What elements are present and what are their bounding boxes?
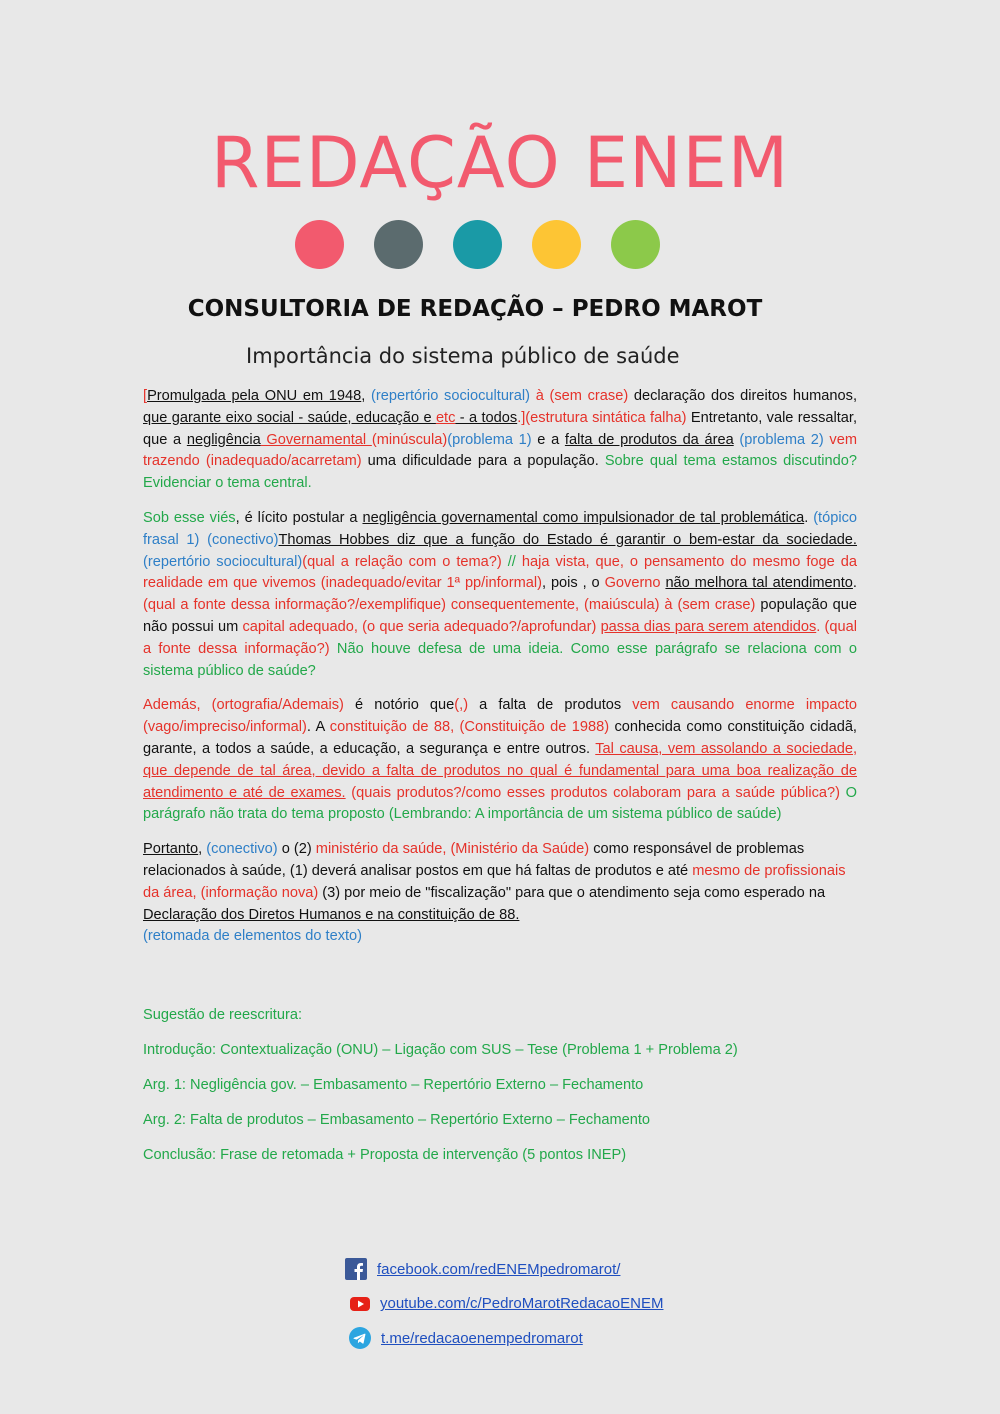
text-segment: (problema 2)	[733, 431, 824, 448]
text-segment: , é lícito postular a	[235, 509, 363, 526]
text-segment: Entretanto, vale ressaltar, que a	[143, 409, 858, 448]
facebook-row	[345, 1258, 663, 1280]
text-segment: (repertório sociocultural)	[371, 388, 531, 404]
text-segment: capital adequado, (o que seria adequado?/aprofundar)	[242, 618, 597, 635]
essay-body	[143, 386, 857, 961]
text-segment: Sob esse viés	[143, 509, 236, 526]
essay-subtitle: Importância do sistema público de saúde	[246, 344, 680, 368]
text-segment: haja vista, que, o pensamento do mesmo foge da realidade em que vivemos (inadequado/evitar 1ª pp/informal)	[143, 553, 857, 592]
text-segment: Declaração dos Diretos Humanos e na constituição de 88.	[143, 906, 520, 923]
text-segment: . A	[306, 719, 330, 736]
youtube-icon	[350, 1296, 370, 1312]
text-segment: como responsável de problemas relacionados à saúde, (1) deverá analisar postos em que há faltas de produtos e até	[143, 841, 805, 879]
dot-3	[453, 220, 502, 269]
rewrite-suggestions	[143, 1005, 863, 1180]
text-segment: Thomas Hobbes diz que a função do Estado é garantir o bem-estar da sociedade.	[278, 531, 857, 548]
text-segment: O parágrafo não trata do tema proposto (Lembrando: A importância de um sistema público de saúde)	[143, 784, 857, 823]
text-segment: uma dificuldade para a população.	[361, 453, 605, 470]
page-title: REDAÇÃO ENEM	[210, 122, 790, 204]
text-segment: (qual a relação com o tema?)	[302, 553, 502, 570]
text-segment: passa dias para serem atendidos	[600, 618, 817, 635]
text-segment: . (qual a fonte dessa informação?)	[143, 618, 857, 657]
text-segment: - a todos	[455, 409, 518, 426]
text-segment: declaração dos direitos humanos,	[628, 388, 858, 404]
text-segment: conhecida como constituição cidadã, garante, a todos a saúde, a educação, a segurança e entre outros.	[143, 719, 857, 757]
text-segment: (quais produtos?/como esses produtos colaboram para a saúde pública?)	[345, 784, 841, 801]
text-segment: Não houve defesa de uma ideia. Como esse parágrafo se relaciona com o sistema público de saúde?	[143, 640, 857, 679]
text-segment: Portanto	[143, 841, 199, 858]
text-segment: (problema 1)	[447, 431, 532, 448]
dot-5	[611, 220, 660, 269]
text-segment: ,	[361, 388, 372, 404]
paragraph-4	[143, 839, 857, 948]
paragraph-3	[143, 695, 857, 826]
color-dots	[295, 220, 660, 269]
suggestion-heading: Sugestão de reescritura:	[143, 1007, 302, 1023]
text-segment: (minúscula)	[371, 431, 448, 448]
text-segment: (,)	[454, 697, 469, 714]
text-segment: vem trazendo (inadequado/acarretam)	[143, 431, 858, 470]
text-segment: .](estrutura sintática falha)	[517, 409, 687, 426]
youtube-row	[345, 1295, 663, 1312]
text-segment: vem causando enorme impacto (vago/impreciso/informal)	[143, 697, 857, 736]
text-segment: //	[501, 553, 516, 570]
paragraph-2	[143, 508, 857, 682]
dot-1	[295, 220, 344, 269]
text-segment: (retomada de elementos do texto)	[143, 928, 363, 945]
text-segment: (repertório sociocultural)	[143, 553, 303, 570]
suggestion-item: Introdução: Contextualização (ONU) – Ligação com SUS – Tese (Problema 1 + Problema 2)	[143, 1042, 738, 1058]
text-segment: falta de produtos da área	[564, 431, 734, 448]
text-segment: Sobre qual tema estamos discutindo? Evidenciar o tema central.	[143, 453, 857, 492]
text-segment: negligência	[186, 431, 261, 448]
text-segment: e a	[531, 431, 565, 448]
dot-2	[374, 220, 423, 269]
text-segment: Además, (ortografia/Ademais)	[143, 697, 344, 714]
text-segment: que garante eixo social - saúde, educação e	[143, 409, 436, 426]
text-segment: Tal causa, vem assolando a sociedade, que depende de tal área, devido a falta de produtos no qual é fundamental para uma boa realização de atendimento e até de exames.	[143, 740, 857, 801]
social-links	[345, 1258, 663, 1364]
text-segment: Governamental	[260, 431, 372, 448]
text-segment: (3) por meio de "fiscalização" para que o atendimento seja como esperado na	[318, 884, 826, 901]
text-segment: ,	[198, 841, 207, 858]
text-segment: constituição de 88, (Constituição de 1988)	[329, 719, 610, 736]
suggestion-item: Arg. 2: Falta de produtos – Embasamento – Repertório Externo – Fechamento	[143, 1112, 651, 1128]
text-segment: ministério da saúde, (Ministério da Saúde)	[315, 841, 590, 858]
text-segment: negligência governamental como impulsionador de tal problemática	[362, 509, 805, 526]
text-segment: população que não possui um	[143, 597, 857, 635]
text-segment: Governo	[604, 575, 661, 592]
text-segment: não melhora tal atendimento	[665, 575, 853, 592]
consultoria-heading: CONSULTORIA DE REDAÇÃO – PEDRO MAROT	[187, 296, 763, 322]
facebook-link[interactable]: facebook.com/redENEMpedromarot/	[377, 1260, 621, 1278]
text-segment: a falta de produtos	[468, 697, 633, 714]
facebook-icon	[345, 1258, 367, 1280]
text-segment: Promulgada pela ONU em 1948	[147, 388, 362, 404]
telegram-link[interactable]: t.me/redacaoenempedromarot	[381, 1329, 583, 1347]
text-segment: (tópico frasal 1) (conectivo)	[143, 509, 857, 548]
text-segment: [	[143, 388, 148, 404]
text-segment: .	[852, 575, 857, 592]
text-segment: , pois , o	[542, 575, 605, 592]
text-segment: (qual a fonte dessa informação?/exemplifique) consequentemente, (maiúscula) à (sem crase)	[143, 597, 756, 614]
text-segment: o (2)	[277, 841, 316, 858]
dot-4	[532, 220, 581, 269]
text-segment: .	[804, 509, 814, 526]
text-segment: é notório que	[343, 697, 455, 714]
telegram-row	[345, 1327, 663, 1349]
text-segment: (conectivo)	[206, 841, 278, 858]
paragraph-1	[143, 386, 857, 495]
suggestion-item: Conclusão: Frase de retomada + Proposta de intervenção (5 pontos INEP)	[143, 1147, 627, 1163]
youtube-link[interactable]: youtube.com/c/PedroMarotRedacaoENEM	[380, 1295, 664, 1312]
suggestion-item: Arg. 1: Negligência gov. – Embasamento – Repertório Externo – Fechamento	[143, 1077, 644, 1093]
text-segment: mesmo de profissionais da área, (informação nova)	[143, 862, 846, 901]
text-segment: à (sem crase)	[530, 388, 629, 404]
text-segment: etc	[435, 409, 456, 426]
telegram-icon	[349, 1327, 371, 1349]
